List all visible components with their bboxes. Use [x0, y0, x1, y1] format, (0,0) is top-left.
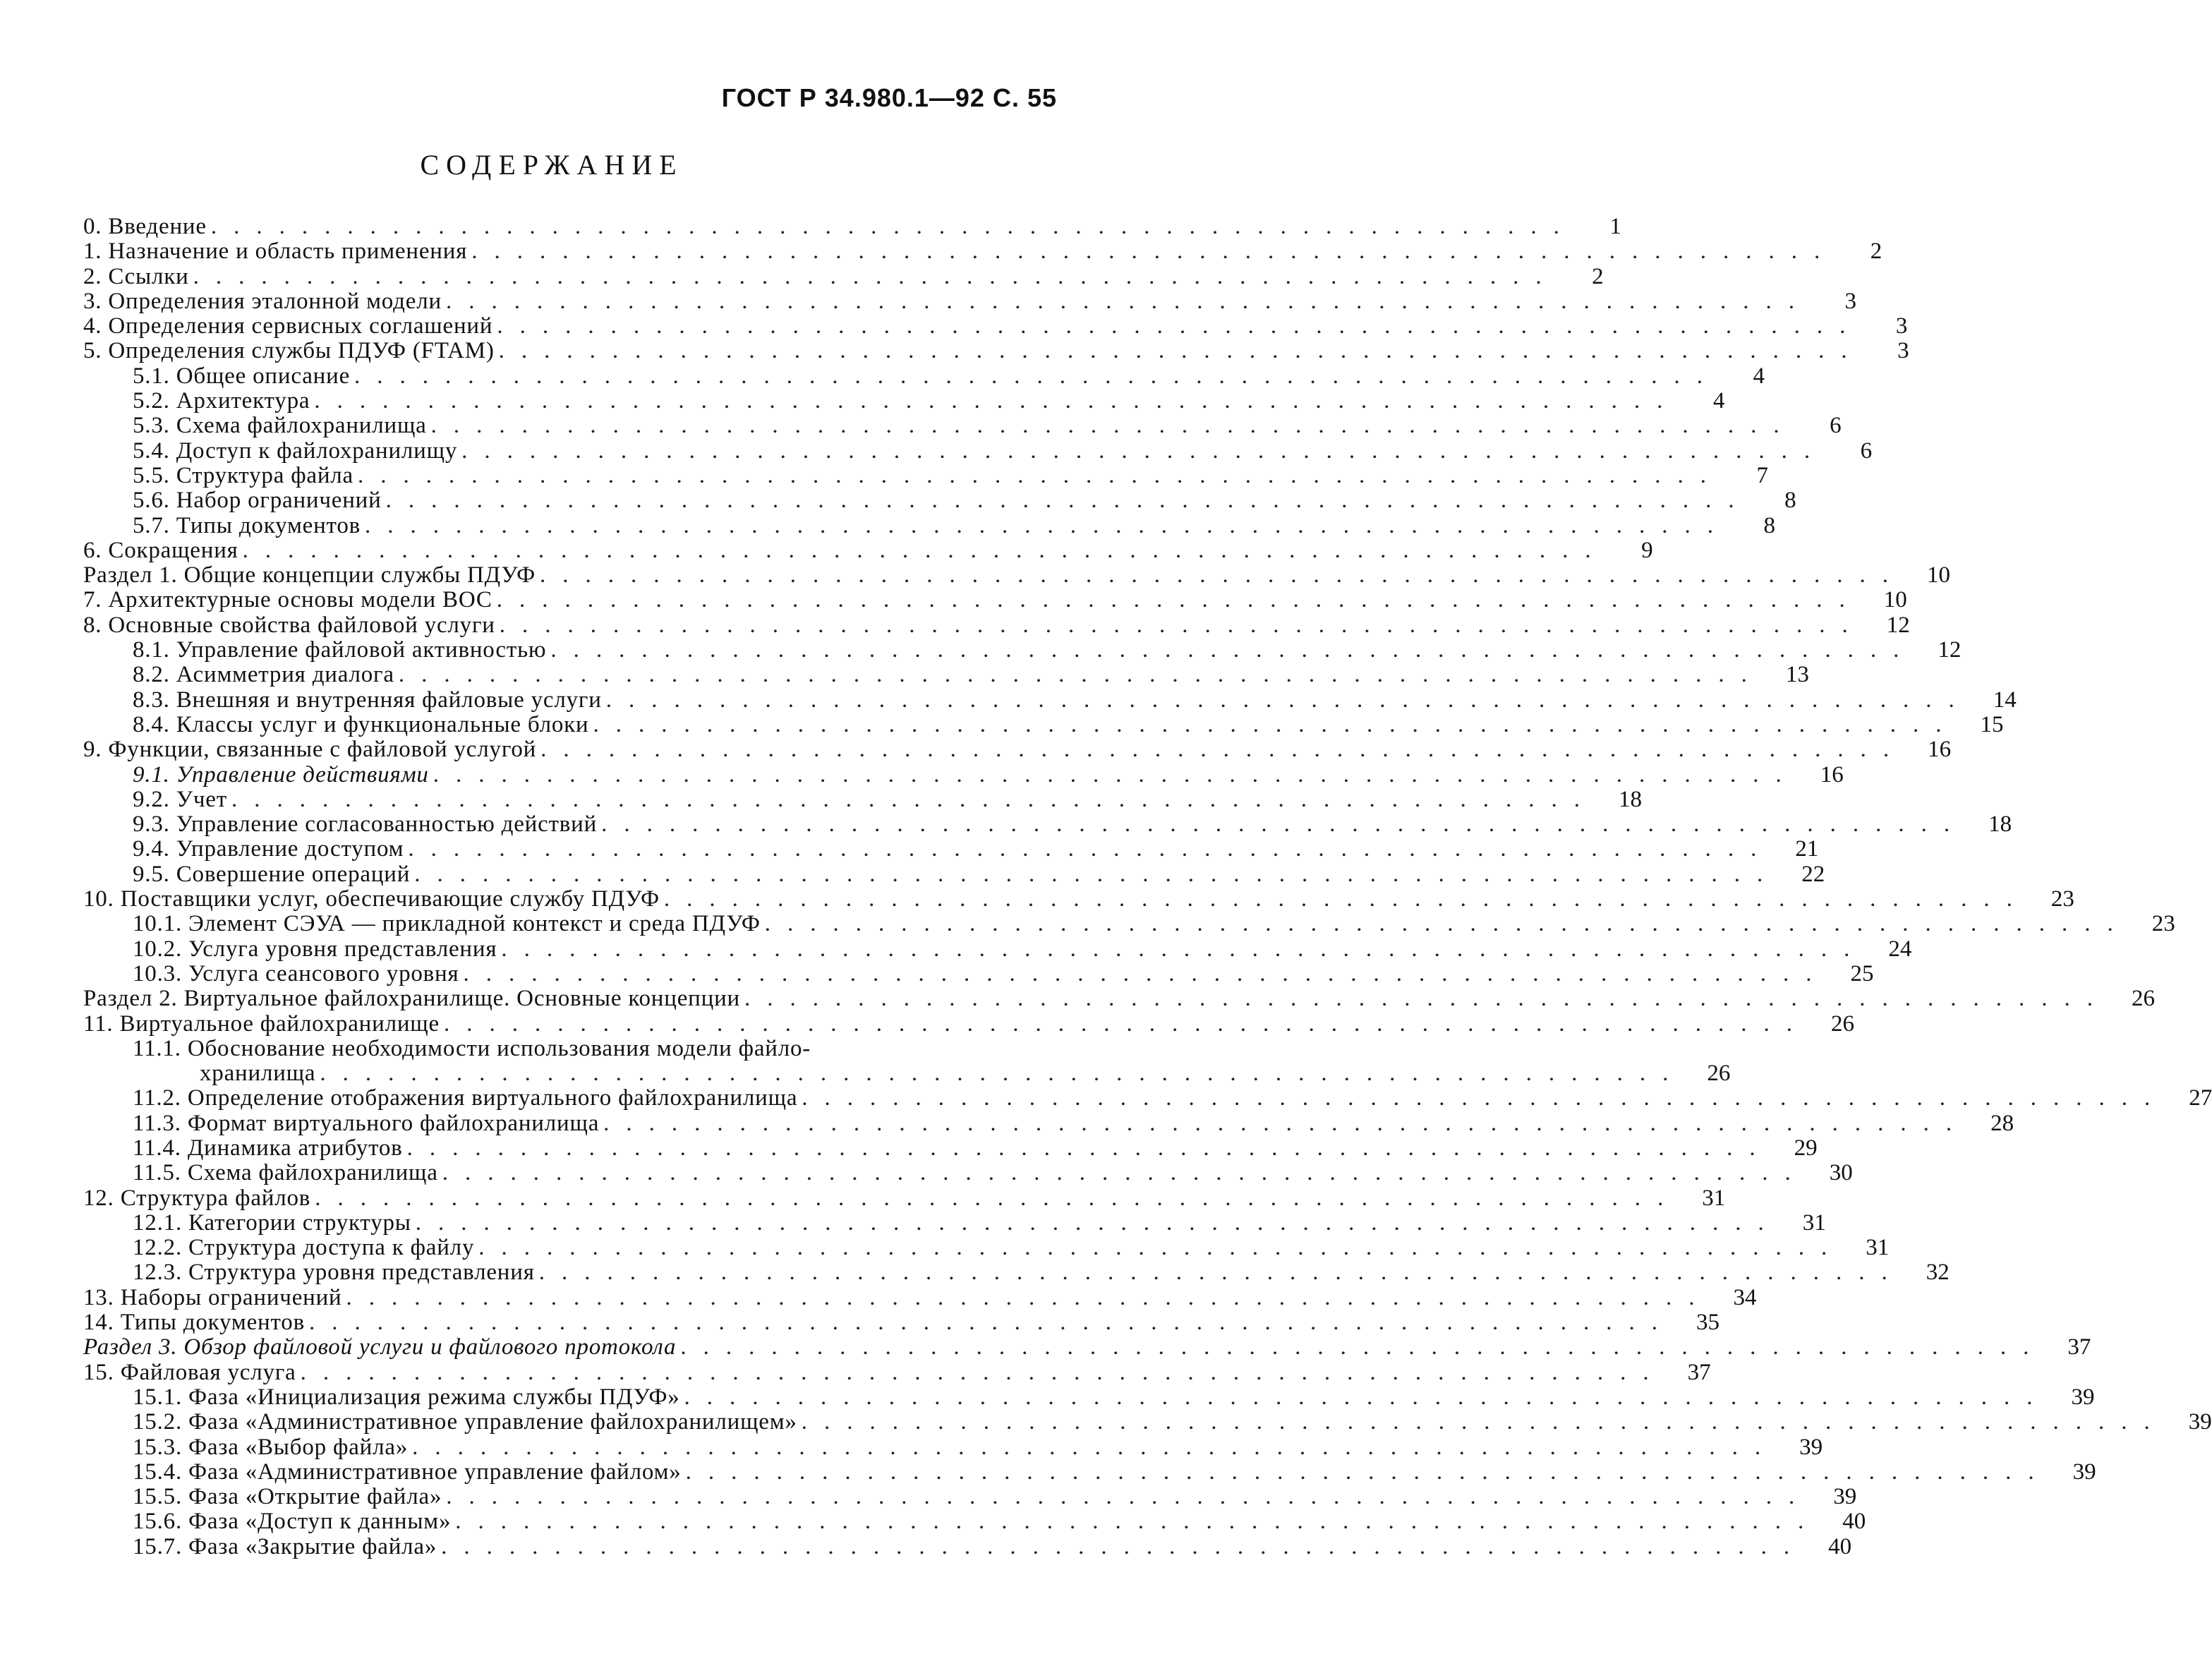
toc-entry-page: 3: [1895, 313, 1908, 339]
toc-entry: [83, 388, 1725, 414]
toc-entry-title: Раздел 2. Виртуальное файлохранилище. Основные концепции: [83, 986, 740, 1012]
toc-entry-title: 6. Сокращения: [83, 537, 238, 563]
page-title: СОДЕРЖАНИЕ: [420, 149, 684, 181]
toc-entry-title: 3. Определения эталонной модели: [83, 288, 442, 314]
toc-entry-page: 35: [1696, 1310, 1720, 1336]
toc-entry-title: Раздел 1. Общие концепции службы ПДУФ: [83, 562, 536, 588]
dot-leader: ............................................................: [365, 512, 1731, 538]
toc-entry: [83, 1409, 2212, 1435]
toc-entry: [83, 263, 1604, 289]
toc-entry: [83, 612, 1910, 638]
toc-entry-page: 22: [1801, 861, 1825, 887]
toc-entry-page: 8: [1763, 512, 1776, 538]
toc-entry-title: 12.2. Структура доступа к файлу: [133, 1235, 475, 1261]
toc-entry-page: 40: [1828, 1533, 1852, 1559]
toc-entry: [83, 637, 1962, 663]
toc-entry: [83, 936, 1912, 962]
toc-entry-page: 31: [1866, 1235, 1890, 1261]
dot-leader: ............................................................: [314, 388, 1680, 414]
toc-entry-page: 16: [1928, 737, 1952, 763]
toc-entry-title: 5. Определения службы ПДУФ (FTAM): [83, 338, 495, 364]
dot-leader: ............................................................: [433, 761, 1799, 787]
dot-leader: [815, 1037, 987, 1061]
toc-entry-title: 5.7. Типы документов: [133, 512, 361, 538]
dot-leader: ............................................................: [315, 1185, 1681, 1211]
toc-entry-page: 39: [2071, 1384, 2095, 1410]
toc-entry-page: 1: [1609, 214, 1621, 239]
dot-leader: ............................................................: [398, 662, 1764, 688]
toc-entry: [83, 1384, 2095, 1410]
dot-leader: ............................................................: [445, 288, 1811, 314]
toc-entry-title: 5.6. Набор ограничений: [133, 488, 382, 514]
toc-entry-title: 15. Файловая услуга: [83, 1359, 296, 1385]
toc-entry-page: 9: [1641, 537, 1653, 563]
toc-entry-page: [991, 1037, 1032, 1061]
toc-entry-page: 14: [1993, 687, 2017, 713]
toc-entry: [83, 1484, 1857, 1510]
toc-entry-title: 14. Типы документов: [83, 1310, 305, 1336]
toc-entry: [83, 711, 2004, 737]
toc-entry: [83, 1160, 1853, 1186]
toc-entry-page: 39: [1799, 1434, 1823, 1460]
dot-leader: ............................................................: [538, 1260, 1904, 1286]
dot-leader: ............................................................: [406, 1135, 1772, 1161]
toc-entry-title: 11.5. Схема файлохранилища: [133, 1160, 438, 1186]
toc-entry: [83, 587, 1907, 613]
toc-entry-page: 39: [1833, 1484, 1857, 1510]
dot-leader: ............................................................: [478, 1235, 1844, 1261]
toc-entry: [83, 1135, 1818, 1161]
toc-entry-title: 11.1. Обоснование необходимости использования модели файло-: [133, 1035, 811, 1061]
toc-entry-title: 8.2. Асимметрия диалога: [133, 662, 394, 688]
dot-leader: ............................................................: [498, 338, 1864, 364]
toc-entry: [83, 911, 2175, 937]
toc-entry: [83, 413, 1842, 439]
toc-entry-title: хранилища: [200, 1061, 316, 1087]
dot-leader: ............................................................: [242, 537, 1608, 563]
toc-entry-title: 10.2. Услуга уровня представления: [133, 936, 497, 962]
toc-entry: [83, 886, 2074, 912]
dot-leader: ............................................................: [231, 786, 1597, 812]
dot-leader: ............................................................: [193, 263, 1559, 289]
dot-leader: ............................................................: [354, 363, 1720, 389]
toc-entry: [83, 786, 1642, 812]
toc-entry-title: 9. Функции, связанные с файловой услугой: [83, 737, 537, 763]
toc-entry-title: 13. Наборы ограничений: [83, 1284, 342, 1310]
dot-leader: ............................................................: [685, 1459, 2051, 1485]
dot-leader: ............................................................: [605, 687, 1971, 713]
dot-leader: ............................................................: [680, 1334, 2046, 1360]
dot-leader: ............................................................: [385, 488, 1751, 514]
toc-entry-page: 37: [2067, 1334, 2091, 1360]
dot-leader: ............................................................: [499, 612, 1865, 638]
toc-entry: [83, 512, 1776, 538]
toc-entry-title: Раздел 3. Обзор файловой услуги и файлового протокола: [83, 1334, 677, 1360]
toc-entry-page: 6: [1830, 413, 1842, 439]
toc-entry-title: 15.2. Фаза «Административное управление файлохранилищем»: [133, 1409, 797, 1435]
dot-leader: ............................................................: [471, 239, 1837, 265]
toc-entry-page: 18: [1618, 786, 1642, 812]
toc-entry-title: 5.5. Структура файла: [133, 462, 353, 488]
toc-entry-title: 9.4. Управление доступом: [133, 836, 404, 862]
toc-entry-title: 12.3. Структура уровня представления: [133, 1260, 535, 1286]
dot-leader: ............................................................: [601, 811, 1967, 838]
toc-entry-page: 25: [1850, 960, 1874, 986]
toc-entry: [83, 1110, 2014, 1136]
toc-entry: [83, 1260, 1950, 1286]
dot-leader: ............................................................: [550, 637, 1916, 663]
toc-entry-page: 4: [1712, 388, 1725, 414]
dot-leader: ............................................................: [593, 711, 1959, 737]
toc-entry: [83, 811, 2012, 838]
toc-entry: [83, 861, 1825, 887]
toc-entry-title: 15.1. Фаза «Инициализация режима службы ПДУФ»: [133, 1384, 680, 1410]
toc-entry-page: 26: [1707, 1061, 1731, 1087]
dot-leader: ............................................................: [663, 886, 2029, 912]
toc-entry-title: 11.4. Динамика атрибутов: [133, 1135, 403, 1161]
dot-leader: ............................................................: [408, 836, 1774, 862]
toc-entry: [83, 214, 1621, 239]
toc-entry-title: 1. Назначение и область применения: [83, 239, 468, 265]
toc-entry: [83, 1061, 1731, 1087]
dot-leader: ............................................................: [430, 413, 1796, 439]
toc-entry-page: 40: [1842, 1509, 1866, 1535]
toc-entry-title: 11.2. Определение отображения виртуального файлохранилища: [133, 1085, 798, 1111]
toc-entry-title: 8.4. Классы услуг и функциональные блоки: [133, 711, 589, 737]
toc-entry-page: 12: [1886, 612, 1910, 638]
dot-leader: ............................................................: [684, 1384, 2050, 1410]
toc-entry-page: 32: [1926, 1260, 1950, 1286]
toc-entry-page: 26: [1830, 1010, 1854, 1037]
toc-entry-page: 27: [2189, 1085, 2212, 1111]
dot-leader: ............................................................: [461, 437, 1827, 464]
toc-entry: [83, 1284, 1757, 1310]
toc-entry-title: 15.7. Фаза «Закрытие файла»: [133, 1533, 437, 1559]
toc-entry: [83, 338, 1909, 364]
toc-entry-title: 9.3. Управление согласованностью действий: [133, 811, 598, 838]
toc-entry-title: 8.1. Управление файловой активностью: [133, 637, 547, 663]
dot-leader: ............................................................: [414, 861, 1780, 887]
toc-entry-page: 3: [1897, 338, 1909, 364]
dot-leader: ............................................................: [443, 1010, 1809, 1037]
dot-leader: ............................................................: [441, 1533, 1807, 1559]
toc-entry: [83, 537, 1653, 563]
toc-entry-page: 12: [1938, 637, 1962, 663]
dot-leader: ............................................................: [415, 1209, 1781, 1236]
dot-leader: ............................................................: [455, 1509, 1821, 1535]
dot-leader: ............................................................: [412, 1434, 1778, 1460]
toc-entry-page: 13: [1785, 662, 1809, 688]
toc-entry-title: 10. Поставщики услуг, обеспечивающие службу ПДУФ: [83, 886, 660, 912]
dot-leader: ............................................................: [603, 1110, 1969, 1136]
toc-entry-title: 15.6. Фаза «Доступ к данным»: [133, 1509, 452, 1535]
dot-leader: ............................................................: [540, 562, 1905, 588]
toc-entry-title: 9.1. Управление действиями: [133, 761, 429, 787]
toc-entry-title: 5.1. Общее описание: [133, 363, 351, 389]
toc-entry-page: 15: [1980, 711, 2004, 737]
toc-entry-page: 2: [1870, 239, 1882, 265]
toc-entry: [83, 986, 2155, 1012]
toc-entry-title: 7. Архитектурные основы модели ВОС: [83, 587, 492, 613]
dot-leader: ............................................................: [540, 737, 1906, 763]
toc-entry: [83, 687, 2017, 713]
toc-entry-page: 16: [1820, 761, 1844, 787]
toc-entry-page: 31: [1802, 1209, 1826, 1236]
dot-leader: ............................................................: [442, 1160, 1808, 1186]
dot-leader: ............................................................: [300, 1359, 1666, 1385]
toc-entry-title: 11. Виртуальное файлохранилище: [83, 1010, 440, 1037]
toc-entry-title: 12. Структура файлов: [83, 1185, 311, 1211]
dot-leader: ............................................................: [308, 1310, 1674, 1336]
toc-entry-page: 4: [1753, 363, 1765, 389]
toc-entry-title: 12.1. Категории структуры: [133, 1209, 411, 1236]
toc-entry: [83, 1533, 1852, 1559]
toc-entry-page: 31: [1702, 1185, 1726, 1211]
page-header: ГОСТ Р 34.980.1—92 С. 55: [721, 83, 1057, 112]
toc-entry-page: 18: [1988, 811, 2012, 838]
dot-leader: ............................................................: [801, 1409, 2167, 1435]
toc-entry: [83, 1459, 2096, 1485]
toc-entry: [83, 562, 1950, 588]
toc-entry-title: 2. Ссылки: [83, 263, 189, 289]
dot-leader: ............................................................: [358, 462, 1723, 488]
toc-entry: [83, 288, 1856, 314]
dot-leader: ............................................................: [501, 936, 1867, 962]
toc-entry-page: 10: [1927, 562, 1950, 588]
dot-leader: ............................................................: [496, 587, 1862, 613]
toc-entry-title: 0. Введение: [83, 214, 207, 239]
dot-leader: ............................................................: [463, 960, 1829, 986]
toc-entry: [83, 462, 1768, 488]
dot-leader: ............................................................: [320, 1061, 1686, 1087]
toc-entry-page: 21: [1795, 836, 1819, 862]
toc-entry-page: 39: [2188, 1409, 2212, 1435]
toc-entry-title: 5.3. Схема файлохранилища: [133, 413, 427, 439]
toc-entry-page: 29: [1794, 1135, 1818, 1161]
toc-entry: [83, 239, 1882, 265]
toc-entry-page: 34: [1733, 1284, 1757, 1310]
toc-entry: [83, 363, 1765, 389]
toc-entry-title: 10.3. Услуга сеансового уровня: [133, 960, 459, 986]
toc-entry-page: 2: [1592, 263, 1604, 289]
toc-entry: [83, 488, 1796, 514]
dot-leader: ............................................................: [764, 911, 2130, 937]
toc-entry-page: 28: [1990, 1110, 2014, 1136]
toc-entry: [83, 960, 1874, 986]
dot-leader: ............................................................: [346, 1284, 1712, 1310]
toc-entry-page: 24: [1888, 936, 1912, 962]
toc-entry-title: 15.4. Фаза «Административное управление файлом»: [133, 1459, 682, 1485]
toc-entry-title: 9.2. Учет: [133, 786, 227, 812]
toc-entry-page: 7: [1756, 462, 1768, 488]
toc-entry: [83, 1085, 2212, 1111]
toc-entry: [83, 1509, 1866, 1535]
toc-entry-title: 8. Основные свойства файловой услуги: [83, 612, 495, 638]
toc-entry: [83, 1185, 1726, 1211]
toc-entry: [83, 737, 1952, 763]
toc-entry-page: 6: [1860, 437, 1873, 464]
toc-entry-page: 39: [2072, 1459, 2096, 1485]
dot-leader: ............................................................: [210, 214, 1576, 239]
toc-entry: [83, 662, 1809, 688]
toc-entry-page: 23: [2151, 911, 2175, 937]
toc-entry-title: 9.5. Совершение операций: [133, 861, 411, 887]
toc-entry: [83, 761, 1844, 787]
toc-entry: [83, 1209, 1826, 1236]
toc-entry-page: 3: [1844, 288, 1856, 314]
toc-entry-title: 8.3. Внешняя и внутренняя файловые услуги: [133, 687, 602, 713]
toc-entry: [83, 1235, 1890, 1261]
dot-leader: ............................................................: [497, 313, 1863, 339]
toc-entry-page: 26: [2132, 986, 2155, 1012]
toc-entry-page: 37: [1687, 1359, 1711, 1385]
dot-leader: ............................................................: [446, 1484, 1812, 1510]
toc-entry-title: 15.5. Фаза «Открытие файла»: [133, 1484, 442, 1510]
toc-entry-page: 30: [1829, 1160, 1853, 1186]
toc-entry-page: 10: [1883, 587, 1907, 613]
table-of-contents: [83, 214, 2212, 1559]
toc-entry: [83, 1310, 1720, 1336]
toc-entry-page: 8: [1784, 488, 1796, 514]
toc-entry: [83, 836, 1819, 862]
dot-leader: ............................................................: [802, 1085, 2168, 1111]
toc-entry: [83, 1434, 1823, 1460]
toc-entry: [83, 1010, 1854, 1037]
toc-entry: [83, 437, 1873, 464]
toc-entry-title: 10.1. Элемент СЭУА — прикладной контекст и среда ПДУФ: [133, 911, 761, 937]
toc-entry: [83, 1334, 2091, 1360]
dot-leader: ............................................................: [744, 986, 2110, 1012]
toc-entry-title: 5.2. Архитектура: [133, 388, 310, 414]
toc-entry-title: 4. Определения сервисных соглашений: [83, 313, 493, 339]
toc-entry-title: 11.3. Формат виртуального файлохранилища: [133, 1110, 600, 1136]
toc-entry: [83, 1037, 1032, 1061]
toc-entry-title: 15.3. Фаза «Выбор файла»: [133, 1434, 409, 1460]
toc-entry-page: 23: [2050, 886, 2074, 912]
toc-entry-title: 5.4. Доступ к файлохранилищу: [133, 437, 458, 464]
toc-entry: [83, 1359, 1711, 1385]
toc-entry: [83, 313, 1908, 339]
